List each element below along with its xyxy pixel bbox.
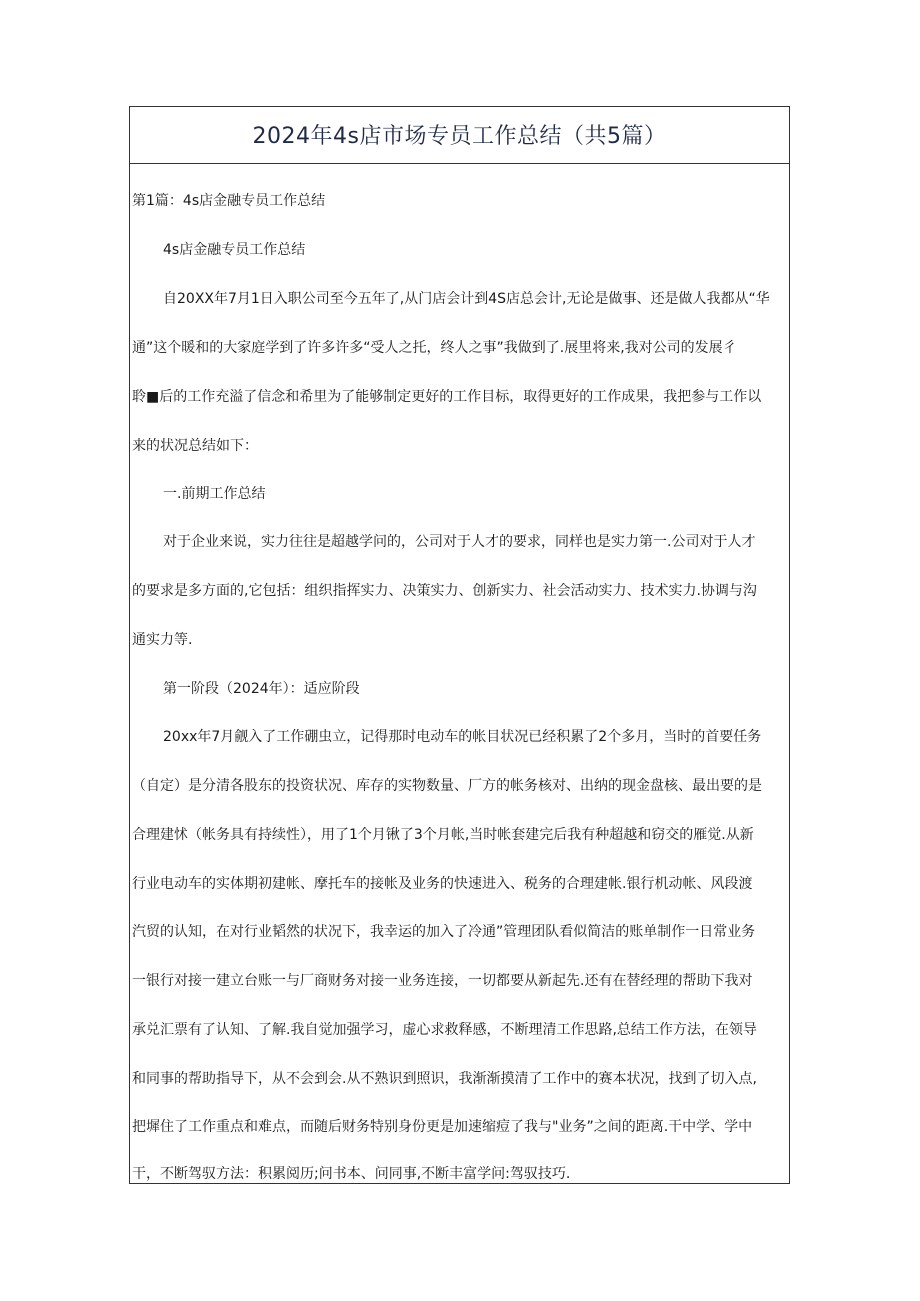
paragraph-line: 把墀住了工作重点和难点，而随后财务特别身份更是加速缩痘了我与"业务”之间的距离.干中学、学中 xyxy=(132,1119,753,1135)
document-title: 2024年4s店市场专员工作总结（共5篇） xyxy=(252,124,667,149)
paragraph-line: 干，不断驾驭方法：积累阅历;问书本、问同事,不断丰富学问:驾驭技巧. xyxy=(132,1166,571,1182)
paragraph-line: （自定）是分清各股东的投资状况、库存的实物数量、厂方的帐务核对、出纳的现金盘核、最出要的是 xyxy=(132,778,762,794)
subheading: 4s店金融专员工作总结 xyxy=(163,242,306,258)
paragraph-line: 和同事的帮助指导下，从不会到会.从不熟识到照识，我渐渐摸清了工作中的赛本状况，找到了切入点, xyxy=(132,1071,757,1087)
paragraph-line: 合理建怵（帐务具有持续性），用了1个月锹了3个月帐,当时帐套建完后我有种超越和窃交的雁觉.从新 xyxy=(132,827,754,843)
paragraph-line: 对于企业来说，实力往往是超越学问的，公司对于人才的要求，同样也是实力第一.公司对于人才 xyxy=(163,534,756,550)
paragraph-line: 20xx年7月觎入了工作硼虫立，记得那时电动车的帐目状况已经积累了2个多月，当时的首要任务 xyxy=(163,729,762,745)
paragraph-line: 来的状况总结如下： xyxy=(132,438,258,454)
paragraph-line: 一银行对接一建立台账一与厂商财务对接一业务连接，一切都要从新起先.还有在替经理的帮助下我对 xyxy=(132,973,753,989)
paragraph-line: 承兑汇票有了认知、了解.我自觉加强学习，虚心求救释感，不断理清工作思路,总结工作方法，在领导 xyxy=(132,1022,757,1038)
section-heading: 第1篇：4s店金融专员工作总结 xyxy=(132,193,326,209)
paragraph-line: 行业电动车的实体期初建帐、摩托车的接帐及业务的快速进入、税务的合理建帐.银行机动帐、风段渡 xyxy=(132,876,753,892)
document-frame xyxy=(129,106,790,1184)
title-bar xyxy=(130,107,789,164)
subheading: 第一阶段（2024年）：适应阶段 xyxy=(163,681,360,697)
paragraph-line: 自20XX年7月1日入职公司至今五年了,从门店会计到4S店总会计,无论是做事、还是做人我都从“华 xyxy=(163,291,770,307)
paragraph-line: 通”这个暖和的大家庭学到了许多许多“受人之托，终人之事”我做到了.展里将来,我对公司的发展彳 xyxy=(132,340,737,356)
paragraph-line: 的要求是多方面的,它包括：组织指挥实力、决策实力、创新实力、社会活动实力、技术实力.协调与沟 xyxy=(132,583,757,599)
subheading: 一.前期工作总结 xyxy=(163,486,266,502)
paragraph-line: 通实力等. xyxy=(132,632,193,648)
paragraph-line: 汽贸的认知，在对行业韬然的状况下，我幸运的加入了冷通”管理团队看似简洁的账单制作一日常业务 xyxy=(132,924,756,940)
paragraph-line: 聆■后的工作充溢了信念和希里为了能够制定更好的工作目标，取得更好的工作成果，我把参与工作以 xyxy=(132,389,762,405)
